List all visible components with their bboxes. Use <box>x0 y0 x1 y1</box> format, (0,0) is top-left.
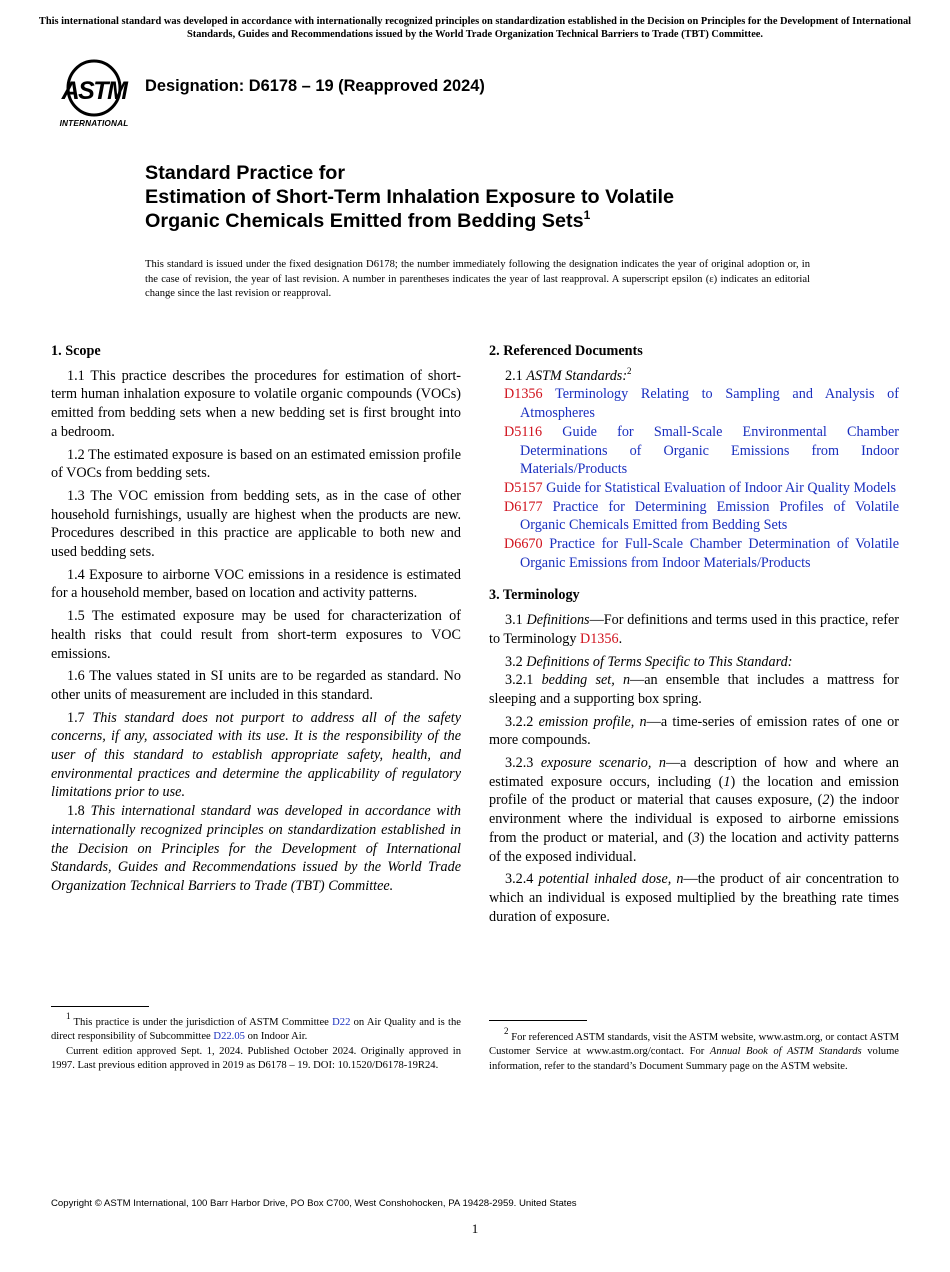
definition-3-2-1: 3.2.1 bedding set, n—an ensemble that includes a mattress for sleeping and a supporting box spring. <box>489 672 899 707</box>
terminology-3-2: 3.2 Definitions of Terms Specific to This Standard: <box>505 653 793 670</box>
scope-1-7: 1.7 This standard does not purport to address all of the safety concerns, if any, associated with its use. It is the responsibility of the user of this standard to establish appropriate safety, health, and environmental practices and determine the applicability of regulatory limitations prior to use. <box>51 709 461 801</box>
footnote-1: $^1$ This practice is under the jurisdiction of ASTM Committee D22 on Air Quality and is the direct responsibility of Subcommittee D22.05 on Indoor Air. Current edition approved Sept. 1, 2024. Published October 2024. Originally approved in 1997. Last previous edition approved in 2019 as D6178 – 19. DOI: 10.1520/D6178-19R24. <box>51 1011 461 1072</box>
top-notice: This international standard was developed in accordance with internationally recognized principles on standardization established in the Decision on Principles for the Development of International Standards, Guides and Recommendations issued by the World Trade Organization Technical Barriers to Trade (TBT) Committee. <box>38 16 912 40</box>
scope-1-2: 1.2 The estimated exposure is based on an estimated emission profile of VOCs from bedding sets. <box>51 446 461 482</box>
copyright: Copyright © ASTM International, 100 Barr Harbor Drive, PO Box C700, West Conshohocken, PA 19428-2959. United States <box>51 1198 577 1209</box>
astm-standards-label: 2.1 ASTM Standards:$^2$ <box>505 365 632 384</box>
definition-3-2-4: 3.2.4 potential inhaled dose, n—the product of air concentration to which an individual is exposed multiplied by the breathing rate times duration of exposure. <box>489 871 899 925</box>
document-title <box>145 161 865 233</box>
title-line-2: Estimation of Short-Term Inhalation Exposure to Volatile <box>145 186 675 208</box>
scope-1-5: 1.5 The estimated exposure may be used for characterization of health risks that could result from short-term exposures to VOC emissions. <box>51 608 461 662</box>
title-line-1: Standard Practice for <box>145 162 346 184</box>
logo-subtext: INTERNATIONAL <box>59 119 129 128</box>
terminology-3-1: 3.1 Definitions—For definitions and terms used in this practice, refer to Terminology D1356. <box>489 612 899 647</box>
footnote-2: $^2$ For referenced ASTM standards, visit the ASTM website, www.astm.org, or contact ASTM Customer Service at www.astm.org/contact. For Annual Book of ASTM Standards volume information, refer to the standard’s Document Summary page on the ASTM website. <box>489 1026 900 1072</box>
d1356-link[interactable]: D1356 <box>579 630 619 647</box>
left-column <box>51 342 461 896</box>
title-line-3: Organic Chemicals Emitted from Bedding Sets <box>145 210 584 232</box>
reference-item[interactable]: D1356 Terminology Relating to Sampling and Analysis of Atmospheres <box>504 386 899 422</box>
referenced-heading: 2. Referenced Documents <box>489 343 643 359</box>
scope-1-6: 1.6 The values stated in SI units are to be regarded as standard. No other units of measurement are included in this standard. <box>51 668 461 703</box>
scope-1-4: 1.4 Exposure to airborne VOC emissions in a residence is estimated for a household member, based on location and activity patterns. <box>51 566 461 602</box>
page-number: 1 <box>471 1221 479 1236</box>
scope-1-8: 1.8 This international standard was developed in accordance with internationally recognized principles on standardization established in the Decision on Principles for the Development of International Standards, Guides and Recommendations issued by the World Trade Organization Technical Barriers to Trade (TBT) Committee. <box>51 803 461 894</box>
d22-05-link[interactable]: D22.05 <box>213 1031 245 1043</box>
terminology-heading: 3. Terminology <box>489 587 580 604</box>
reference-item[interactable]: D5157 Guide for Statistical Evaluation of Indoor Air Quality Models <box>504 479 897 496</box>
scope-1-1: 1.1 This practice describes the procedures for estimation of short-term human inhalation exposure to volatile organic compounds (VOCs) emitted from bedding sets when a new bedding set is first brought into a bedroom. <box>51 367 461 440</box>
logo-text: ASTM <box>61 77 127 105</box>
designation: Designation: D6178 – 19 (Reapproved 2024) <box>145 77 485 95</box>
reference-item[interactable]: D5116 Guide for Small-Scale Environmental Chamber Determinations of Organic Emissions from Indoor Materials/Products <box>504 423 900 478</box>
footnote-rule-left <box>51 1006 149 1007</box>
scope-1-3: 1.3 The VOC emission from bedding sets, as in the case of other household furnishings, usually are highest when the products are new. Procedures described in this practice are applicable to both new and used bedding sets. <box>51 487 461 561</box>
d22-link[interactable]: D22 <box>332 1017 351 1028</box>
reference-item[interactable]: D6670 Practice for Full-Scale Chamber Determination of Volatile Organic Emissions from Indoor Materials/Products <box>504 536 899 571</box>
footnote-rule-right <box>489 1020 587 1021</box>
right-column <box>489 342 899 926</box>
scope-heading: 1. Scope <box>51 343 101 359</box>
definition-3-2-3: 3.2.3 exposure scenario, n—a description of how and where an estimated exposure occurs, including (1) the location and emission profile of the product or material that causes exposure, (2) the indoor environment where the individual is exposed to airborne emissions from the product or material, and (3) the location and activity patterns of the exposed individual. <box>489 755 900 865</box>
definition-3-2-2: 3.2.2 emission profile, n—a time-series of emission rates of one or more compounds. <box>489 713 899 749</box>
reference-item[interactable]: D6177 Practice for Determining Emission Profiles of Volatile Organic Chemicals Emitted from Bedding Sets <box>504 498 899 534</box>
issued-note: This standard is issued under the fixed designation D6178; the number immediately following the designation indicates the year of original adoption or, in the case of revision, the year of last revision. A number in parentheses indicates the year of last reapproval. A superscript epsilon (ε) indicates an editorial change since the last revision or reapproval. <box>145 259 810 300</box>
title-footnote-mark: 1 <box>583 208 591 222</box>
